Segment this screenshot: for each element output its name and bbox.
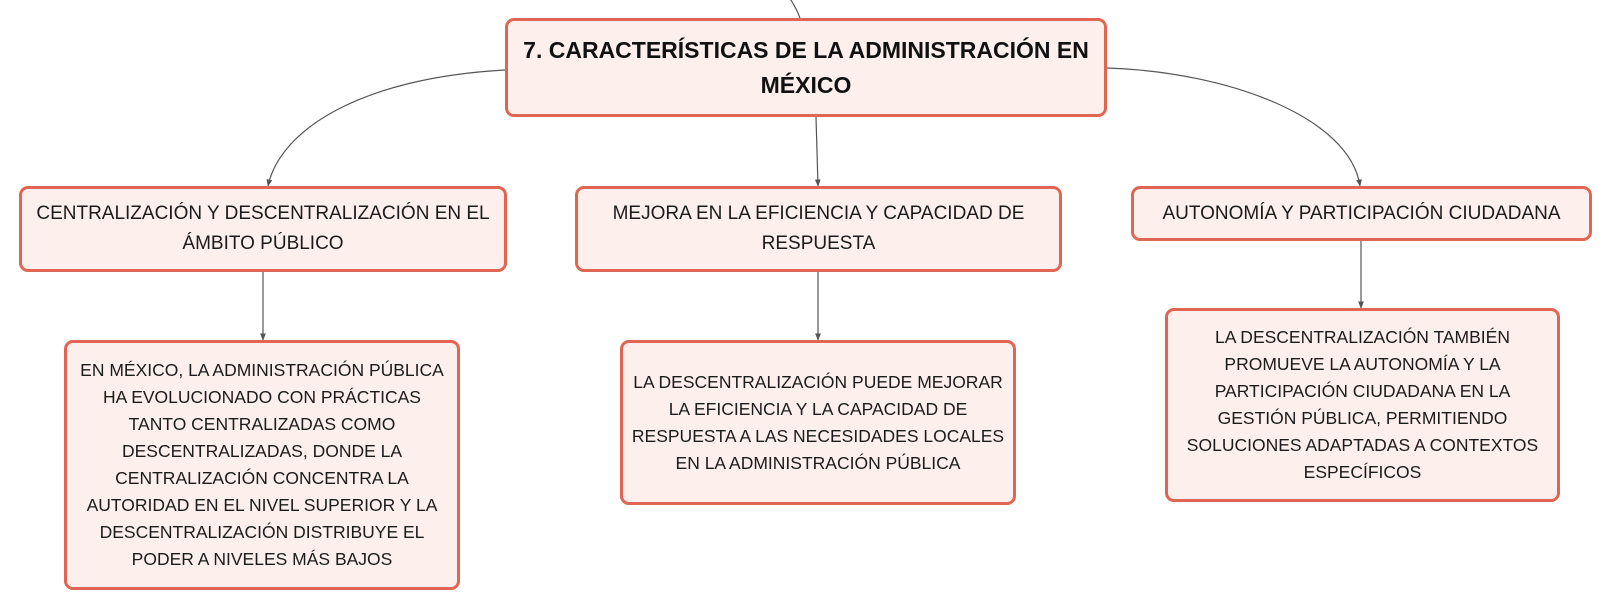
connector-root-to-branch-3 [1107,68,1360,186]
branch-node-eficiencia[interactable] [575,186,1062,272]
branch-node-autonomia[interactable] [1131,186,1592,241]
leaf-node-eficiencia[interactable] [620,340,1016,505]
leaf-node-text: LA DESCENTRALIZACIÓN TAMBIÉN PROMUEVE LA AUTONOMÍA Y LA PARTICIPACIÓN CIUDADANA EN LA GESTIÓN PÚBLICA, PERMITIENDO SOLUCIONES ADAPTADAS A CONTEXTOS ESPECÍFICOS [1186,327,1539,482]
connector-root-to-branch-1 [268,70,505,186]
leaf-node-text: LA DESCENTRALIZACIÓN PUEDE MEJORAR LA EFICIENCIA Y LA CAPACIDAD DE RESPUESTA A LAS NECESIDADES LOCALES EN LA ADMINISTRACIÓN PÚBLICA [631,371,1005,473]
connector-parent-to-root [788,0,800,18]
connector-root-to-branch-2 [816,117,818,186]
leaf-node-autonomia[interactable] [1165,308,1560,502]
leaf-node-centralizacion[interactable] [64,340,460,590]
root-node[interactable] [505,18,1107,117]
root-node-title: 7. CARACTERÍSTICAS DE LA ADMINISTRACIÓN EN MÉXICO [523,36,1089,98]
leaf-node-text: EN MÉXICO, LA ADMINISTRACIÓN PÚBLICA HA EVOLUCIONADO CON PRÁCTICAS TANTO CENTRALIZADAS COMO DESCENTRALIZADAS, DONDE LA CENTRALIZACIÓN CONCENTRA LA AUTORIDAD EN EL NIVEL SUPERIOR Y LA DESCENTRALIZACIÓN DISTRIBUYE EL PODER A NIVELES MÁS BAJOS [80,360,444,569]
branch-node-centralizacion[interactable] [19,186,507,272]
branch-node-label: MEJORA EN LA EFICIENCIA Y CAPACIDAD DE RESPUESTA [612,203,1025,254]
branch-node-label: AUTONOMÍA Y PARTICIPACIÓN CIUDADANA [1162,202,1561,224]
branch-node-label: CENTRALIZACIÓN Y DESCENTRALIZACIÓN EN EL ÁMBITO PÚBLICO [36,203,490,254]
